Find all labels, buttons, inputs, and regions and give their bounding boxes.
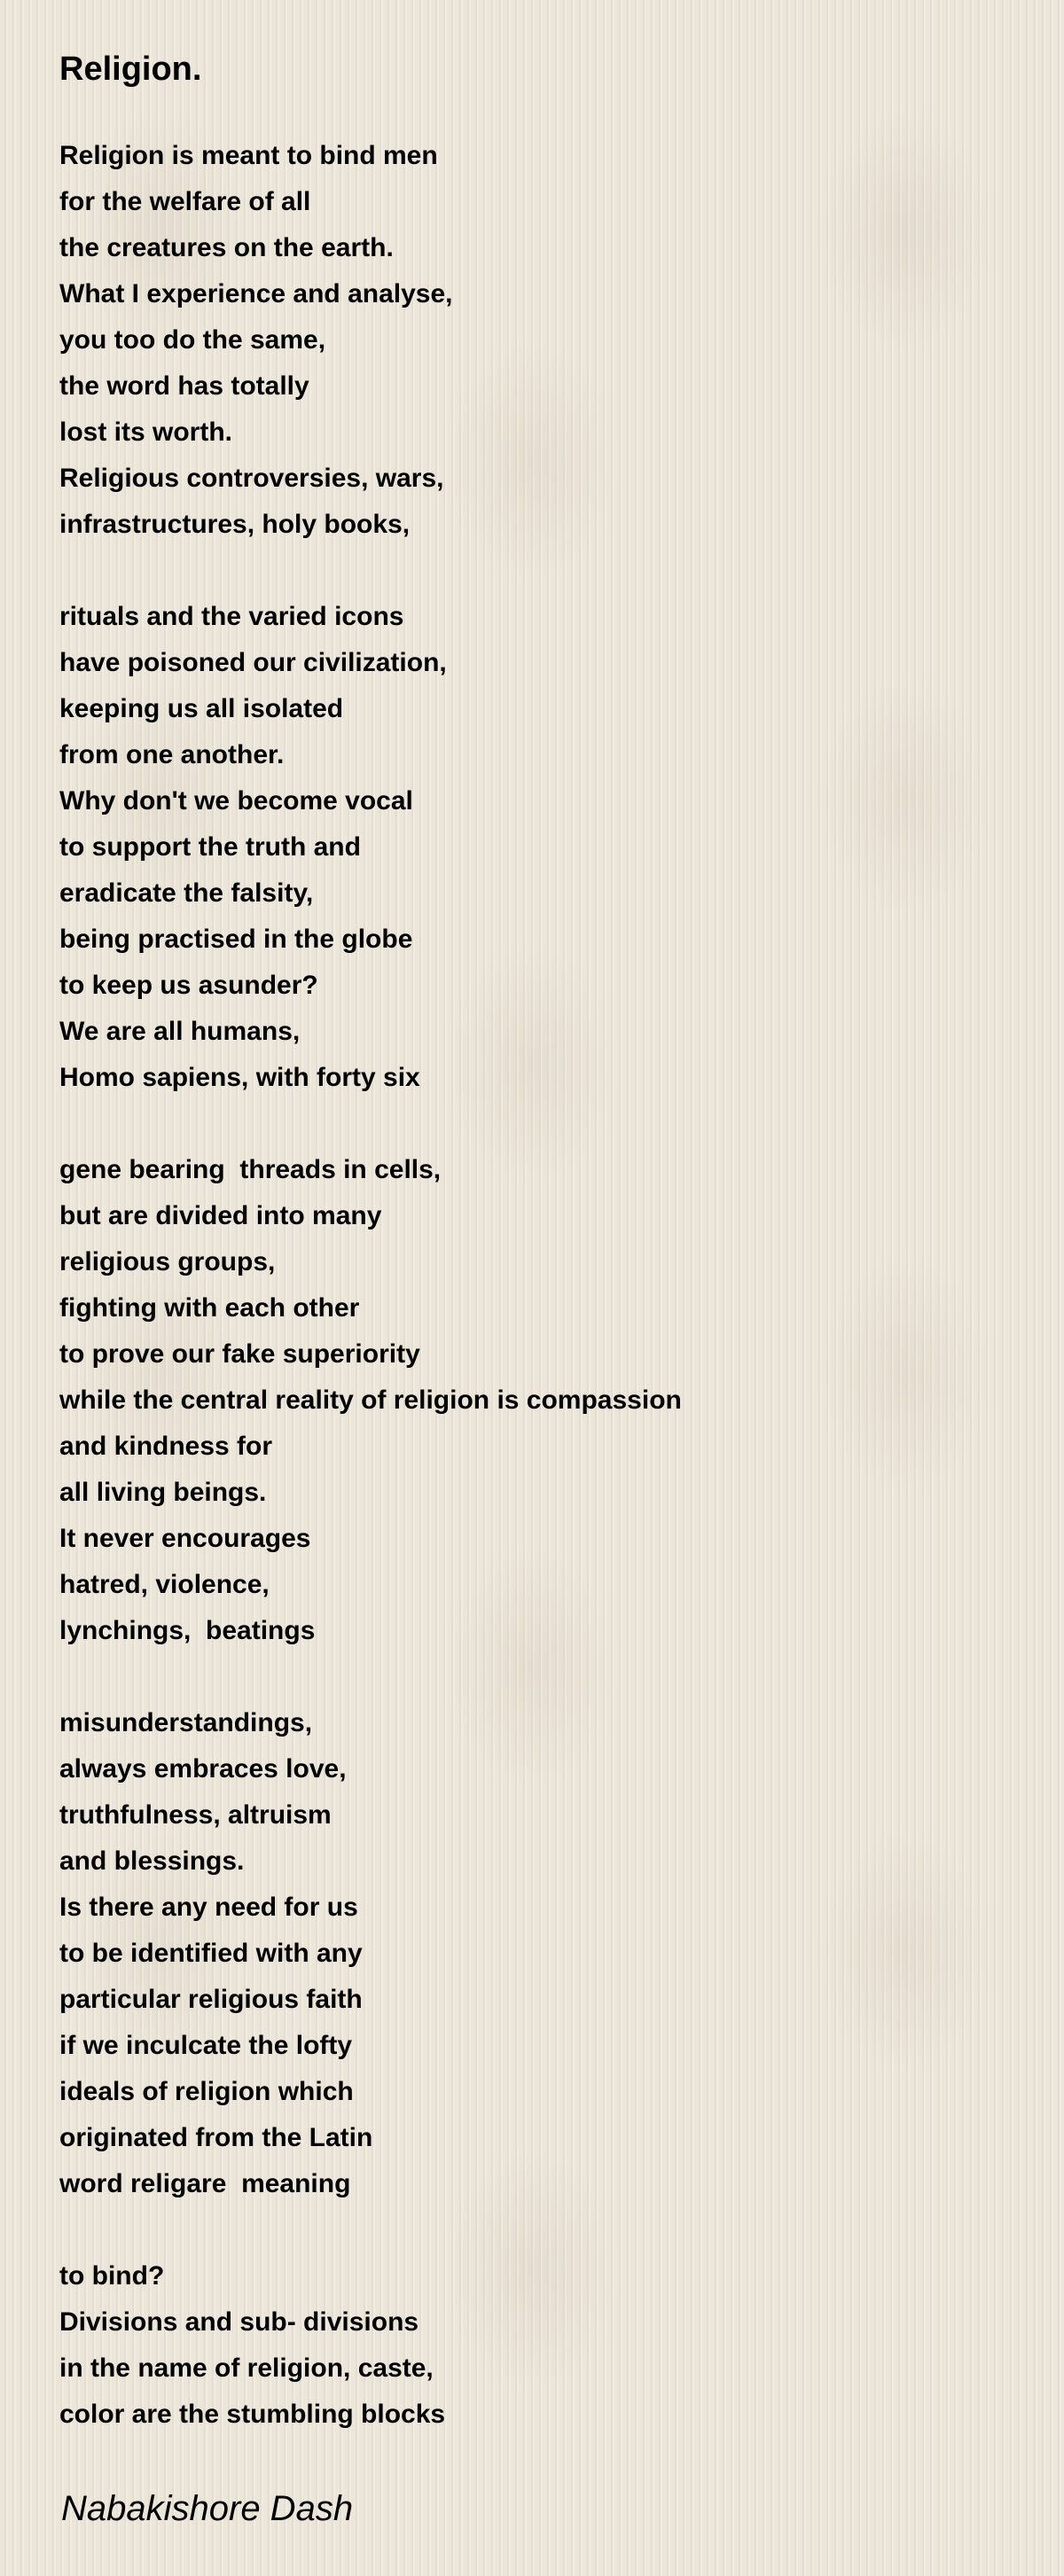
poem-line: from one another. (59, 740, 285, 769)
poem-line: you too do the same, (59, 325, 326, 355)
poem-title: Religion. (59, 51, 202, 88)
poem-line: color are the stumbling blocks (59, 2400, 446, 2429)
poem-line: keeping us all isolated (59, 694, 344, 723)
poem-line: It never encourages (59, 1524, 311, 1553)
poem-line: truthfulness, altruism (59, 1800, 332, 1830)
stanza-break (59, 1101, 1017, 1147)
stanza-break (59, 548, 1017, 594)
poem-body (59, 133, 1017, 2438)
poem-line: to support the truth and (59, 832, 361, 862)
poem-line: rituals and the varied icons (59, 602, 404, 631)
poem-line: in the name of religion, caste, (59, 2354, 434, 2383)
poem-line: Why don't we become vocal (59, 786, 413, 816)
poem-line: gene bearing threads in cells, (59, 1155, 442, 1184)
poem-line: to keep us asunder? (59, 971, 318, 1000)
poem-line: have poisoned our civilization, (59, 648, 447, 677)
poem-line: the creatures on the earth. (59, 233, 394, 262)
poem-line: for the welfare of all (59, 187, 311, 216)
poem-line: word religare meaning (59, 2169, 351, 2198)
poem-line: We are all humans, (59, 1017, 301, 1046)
poem-line: eradicate the falsity, (59, 878, 314, 908)
poem-line: originated from the Latin (59, 2123, 373, 2152)
poem-line: Religious controversies, wars, (59, 464, 444, 493)
poem-line: while the central reality of religion is compassion (59, 1386, 682, 1415)
poem-author: Nabakishore Dash (61, 2489, 354, 2528)
poem-line: Is there any need for us (59, 1893, 358, 1922)
poem-line: if we inculcate the lofty (59, 2031, 353, 2060)
poem-line: hatred, violence, (59, 1570, 270, 1599)
poem-line: What I experience and analyse, (59, 279, 453, 308)
poem-line: always embraces love, (59, 1754, 347, 1784)
stanza-break (59, 2207, 1017, 2253)
stanza-break (59, 1654, 1017, 1700)
poem-line: but are divided into many (59, 1201, 382, 1230)
poem-line: to be identified with any (59, 1939, 363, 1968)
poem-line: particular religious faith (59, 1985, 363, 2014)
poem-line: Divisions and sub- divisions (59, 2307, 419, 2337)
poem-line: Homo sapiens, with forty six (59, 1063, 420, 1092)
poem-line: infrastructures, holy books, (59, 510, 411, 539)
poem-line: all living beings. (59, 1478, 267, 1507)
poem-line: and kindness for (59, 1432, 273, 1461)
poem-line: and blessings. (59, 1846, 245, 1876)
poem-line: being practised in the globe (59, 925, 413, 954)
poem-line: lost its worth. (59, 418, 232, 447)
poem-line: Religion is meant to bind men (59, 141, 438, 170)
poem-line: misunderstandings, (59, 1708, 313, 1737)
poem-line: to prove our fake superiority (59, 1339, 420, 1369)
poem-line: lynchings, beatings (59, 1616, 316, 1645)
poem-container (59, 43, 1017, 2438)
poem-line: to bind? (59, 2261, 165, 2291)
poem-line: religious groups, (59, 1247, 276, 1276)
poem-line: ideals of religion which (59, 2077, 354, 2106)
poem-line: fighting with each other (59, 1293, 360, 1323)
poem-line: the word has totally (59, 371, 309, 401)
